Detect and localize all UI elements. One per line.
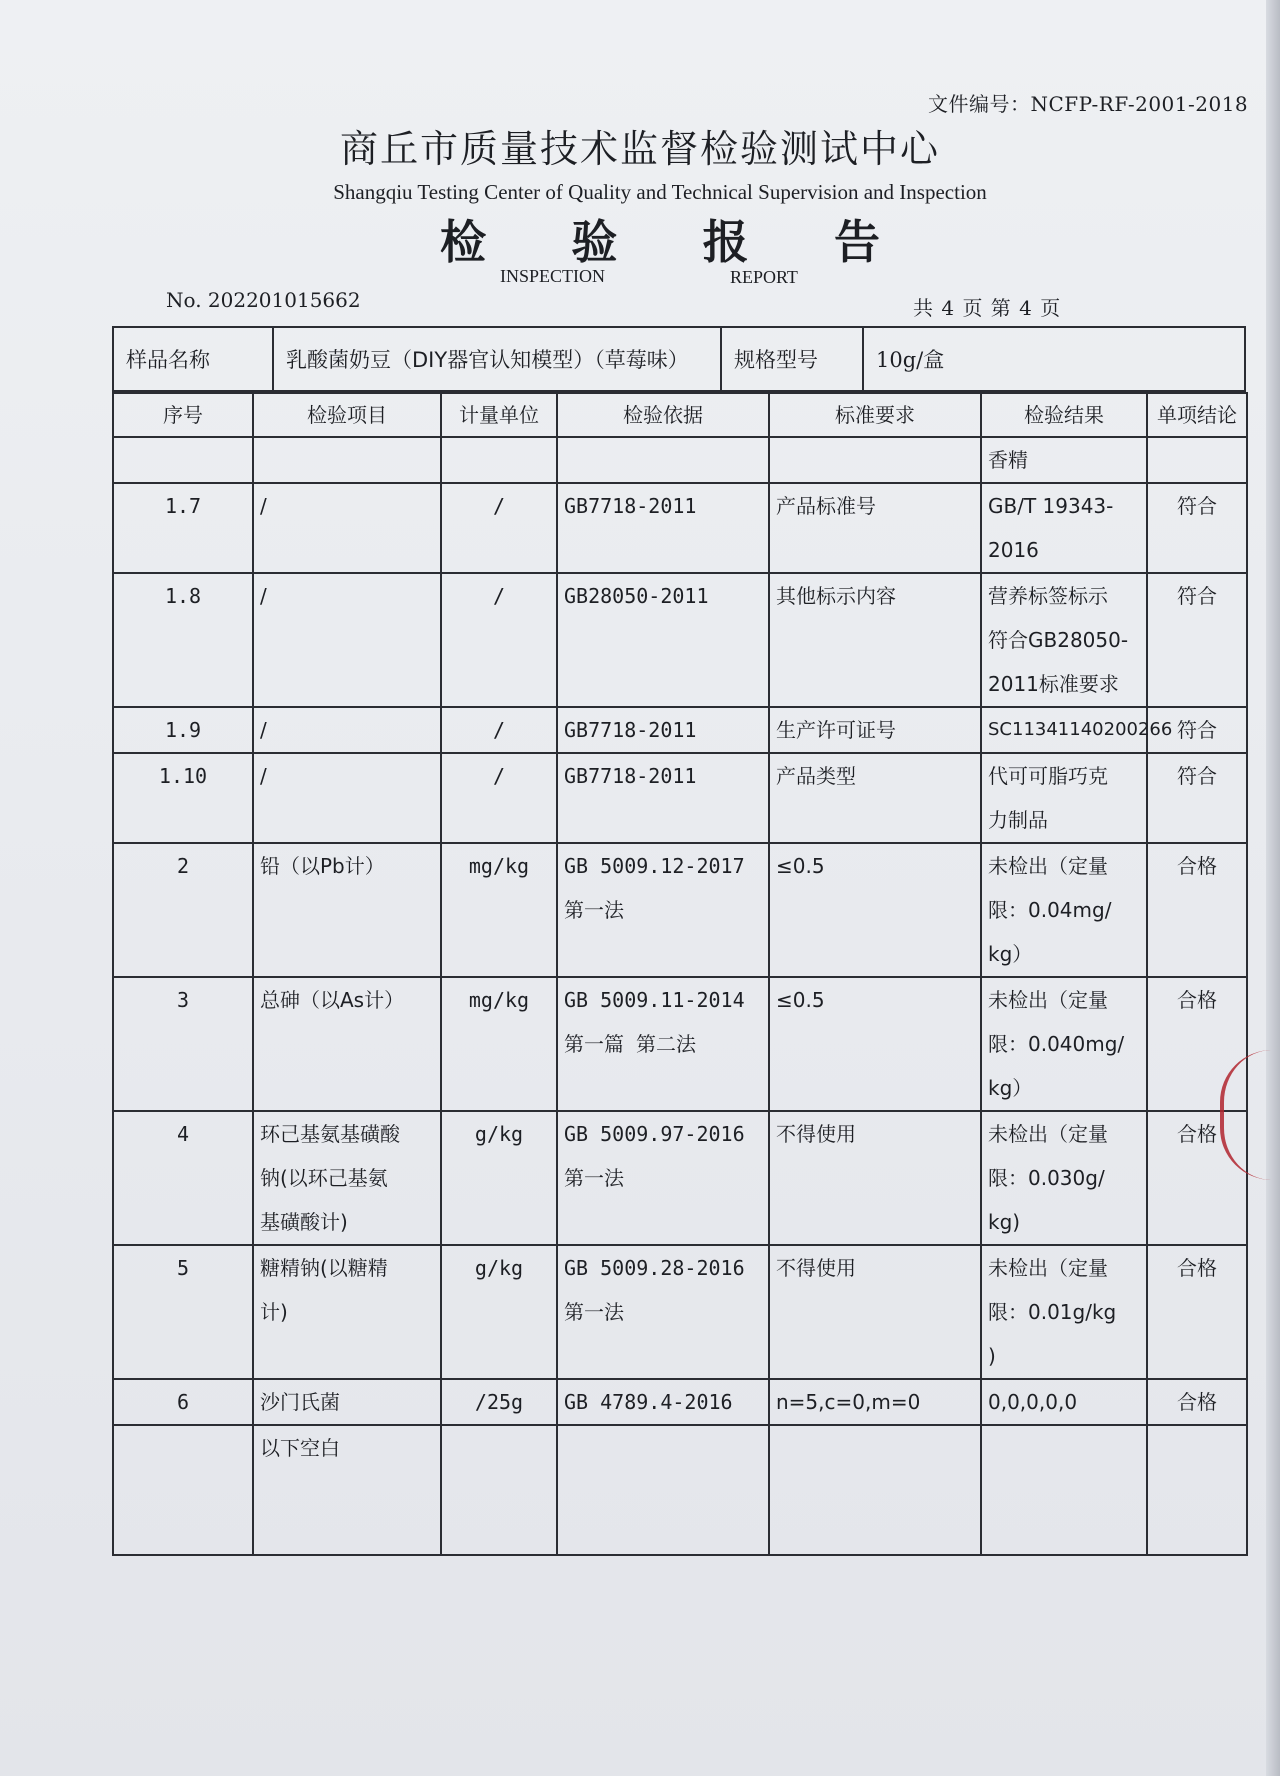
report-title-char: 检 <box>440 215 486 269</box>
conclusion-cell: 合格 <box>1147 843 1247 977</box>
table-row <box>113 1111 1247 1245</box>
table-row <box>113 1245 1247 1379</box>
requirement-cell: 不得使用 <box>769 1111 981 1245</box>
row-number-cell: 5 <box>113 1245 253 1379</box>
test-item-cell: 以下空白 <box>253 1425 441 1555</box>
requirement-cell: 不得使用 <box>769 1245 981 1379</box>
report-title-cn <box>440 206 880 272</box>
report-title-char: 告 <box>833 215 880 269</box>
requirement-cell <box>769 1425 981 1555</box>
conclusion-cell: 合格 <box>1147 1111 1247 1245</box>
result-cell: 未检出（定量 限：0.040mg/ kg） <box>981 977 1147 1111</box>
page-edge <box>1266 0 1280 1776</box>
inspection-results-table <box>112 392 1248 1556</box>
sample-info-row <box>112 326 1246 392</box>
requirement-cell: 产品类型 <box>769 753 981 843</box>
test-item-cell: 总砷（以As计） <box>253 977 441 1111</box>
column-header: 单项结论 <box>1147 393 1247 437</box>
conclusion-cell <box>1147 1425 1247 1555</box>
spec-value: 10g/盒 <box>876 348 945 372</box>
result-cell <box>981 1425 1147 1555</box>
unit-cell: /25g <box>441 1379 557 1425</box>
test-item-cell: / <box>253 483 441 573</box>
sample-name-label: 样品名称 <box>114 328 274 390</box>
result-cell: 香精 <box>981 437 1147 483</box>
requirement-cell <box>769 437 981 483</box>
row-number-cell <box>113 1425 253 1555</box>
row-number-cell: 4 <box>113 1111 253 1245</box>
test-item-cell: 沙门氏菌 <box>253 1379 441 1425</box>
column-header: 标准要求 <box>769 393 981 437</box>
conclusion-cell: 合格 <box>1147 1379 1247 1425</box>
file-number: 文件编号：NCFP-RF-2001-2018 <box>928 92 1249 116</box>
report-number: No. 202201015662 <box>166 288 361 312</box>
report-title-en-1: INSPECTION <box>500 266 606 286</box>
spec-label: 规格型号 <box>722 328 864 390</box>
unit-cell: / <box>441 483 557 573</box>
result-cell: 未检出（定量 限：0.01g/kg ) <box>981 1245 1147 1379</box>
conclusion-cell: 符合 <box>1147 483 1247 573</box>
conclusion-cell: 符合 <box>1147 707 1247 753</box>
table-row <box>113 977 1247 1111</box>
unit-cell: mg/kg <box>441 843 557 977</box>
unit-cell: mg/kg <box>441 977 557 1111</box>
test-basis-cell: GB 5009.11-2014 第一篇 第二法 <box>557 977 769 1111</box>
unit-cell: / <box>441 573 557 707</box>
requirement-cell: ≤0.5 <box>769 977 981 1111</box>
requirement-cell: 其他标示内容 <box>769 573 981 707</box>
table-row <box>113 437 1247 483</box>
requirement-cell: 产品标准号 <box>769 483 981 573</box>
test-basis-cell: GB 4789.4-2016 <box>557 1379 769 1425</box>
row-number-cell: 1.10 <box>113 753 253 843</box>
table-row <box>113 1379 1247 1425</box>
column-header: 检验结果 <box>981 393 1147 437</box>
test-item-cell: 环己基氨基磺酸 钠(以环己基氨 基磺酸计) <box>253 1111 441 1245</box>
row-number-cell: 1.7 <box>113 483 253 573</box>
requirement-cell: 生产许可证号 <box>769 707 981 753</box>
sample-name-value: 乳酸菌奶豆（DIY器官认知模型）（草莓味） <box>274 328 722 390</box>
table-row <box>113 707 1247 753</box>
test-basis-cell <box>557 1425 769 1555</box>
unit-cell: g/kg <box>441 1111 557 1245</box>
test-item-cell: / <box>253 707 441 753</box>
table-row <box>113 1425 1247 1555</box>
result-cell: 0,0,0,0,0 <box>981 1379 1147 1425</box>
unit-cell <box>441 437 557 483</box>
table-row <box>113 753 1247 843</box>
test-basis-cell: GB 5009.97-2016 第一法 <box>557 1111 769 1245</box>
table-header-row <box>113 393 1247 437</box>
unit-cell <box>441 1425 557 1555</box>
test-basis-cell: GB28050-2011 <box>557 573 769 707</box>
page-info: 共 4 页 第 4 页 <box>913 296 1062 320</box>
conclusion-cell: 合格 <box>1147 977 1247 1111</box>
report-title-char: 验 <box>571 215 618 269</box>
row-number-cell <box>113 437 253 483</box>
report-title-char: 报 <box>702 215 749 269</box>
row-number-cell: 6 <box>113 1379 253 1425</box>
test-basis-cell: GB7718-2011 <box>557 483 769 573</box>
result-cell: 未检出（定量 限：0.04mg/ kg） <box>981 843 1147 977</box>
test-basis-cell: GB 5009.28-2016 第一法 <box>557 1245 769 1379</box>
requirement-cell: n=5,c=0,m=0 <box>769 1379 981 1425</box>
row-number-cell: 2 <box>113 843 253 977</box>
test-basis-cell <box>557 437 769 483</box>
column-header: 检验项目 <box>253 393 441 437</box>
conclusion-cell: 符合 <box>1147 753 1247 843</box>
test-basis-cell: GB7718-2011 <box>557 707 769 753</box>
row-number-cell: 3 <box>113 977 253 1111</box>
column-header: 检验依据 <box>557 393 769 437</box>
result-cell: SC11341140200266 <box>981 707 1147 753</box>
column-header: 序号 <box>113 393 253 437</box>
result-cell: 营养标签标示 符合GB28050- 2011标准要求 <box>981 573 1147 707</box>
column-header: 计量单位 <box>441 393 557 437</box>
test-item-cell: / <box>253 573 441 707</box>
organization-name-en: Shangqiu Testing Center of Quality and Technical Supervision and Inspection <box>333 180 987 204</box>
test-item-cell: 糖精钠(以糖精 计) <box>253 1245 441 1379</box>
test-basis-cell: GB 5009.12-2017 第一法 <box>557 843 769 977</box>
result-cell: GB/T 19343- 2016 <box>981 483 1147 573</box>
test-item-cell: 铅（以Pb计） <box>253 843 441 977</box>
table-row <box>113 843 1247 977</box>
requirement-cell: ≤0.5 <box>769 843 981 977</box>
test-item-cell: / <box>253 753 441 843</box>
unit-cell: g/kg <box>441 1245 557 1379</box>
unit-cell: / <box>441 707 557 753</box>
report-title-en-2: REPORT <box>730 267 798 287</box>
test-basis-cell: GB7718-2011 <box>557 753 769 843</box>
row-number-cell: 1.9 <box>113 707 253 753</box>
table-row <box>113 573 1247 707</box>
table-row <box>113 483 1247 573</box>
conclusion-cell: 合格 <box>1147 1245 1247 1379</box>
test-item-cell <box>253 437 441 483</box>
result-cell: 代可可脂巧克 力制品 <box>981 753 1147 843</box>
result-cell: 未检出（定量 限：0.030g/ kg) <box>981 1111 1147 1245</box>
row-number-cell: 1.8 <box>113 573 253 707</box>
organization-name-cn: 商丘市质量技术监督检验测试中心 <box>339 127 940 171</box>
unit-cell: / <box>441 753 557 843</box>
conclusion-cell: 符合 <box>1147 573 1247 707</box>
conclusion-cell <box>1147 437 1247 483</box>
